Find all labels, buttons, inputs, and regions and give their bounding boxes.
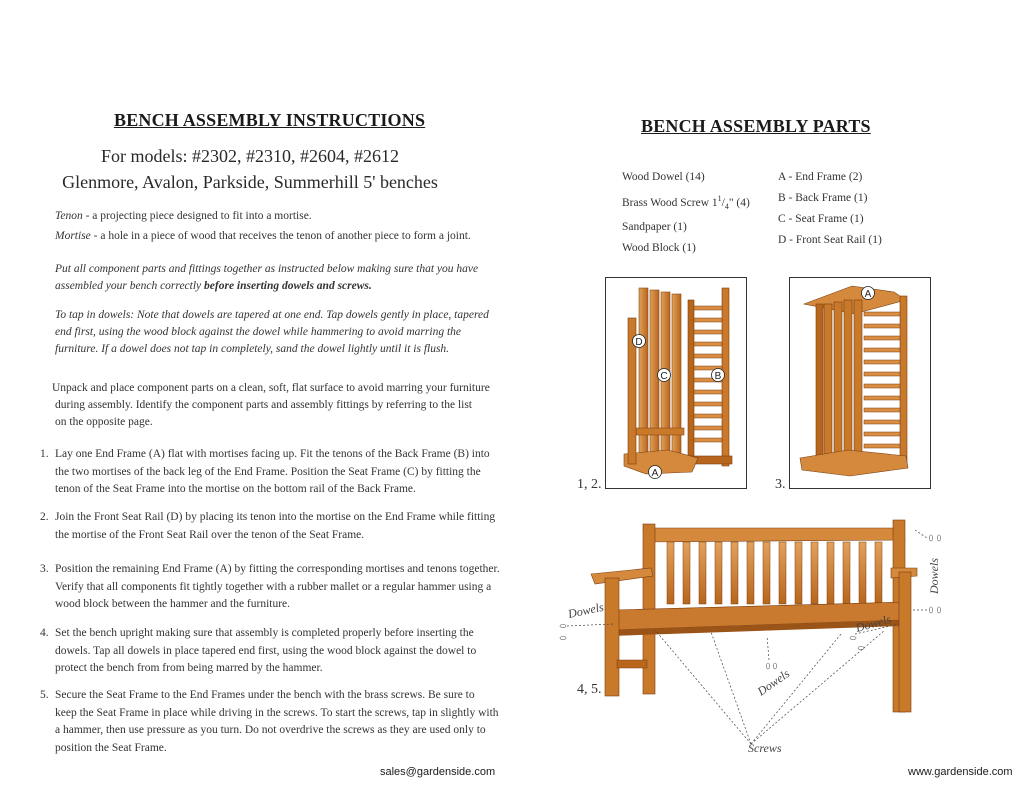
fittings-list (622, 167, 750, 259)
step-line: the two mortises of the back leg of the End Frame. Position the Seat Frame (C) by fitting the (55, 465, 481, 478)
svg-text:D: D (635, 337, 643, 348)
bench-top-rail (643, 528, 905, 542)
step-line: Position the remaining End Frame (A) by fitting the corresponding mortises and tenons together. (55, 563, 500, 575)
step-text (55, 687, 499, 757)
tenon-text: - a projecting piece designed to fit into a mortise. (82, 210, 312, 222)
step-line: Set the bench upright making sure that assembly is completed properly before inserting the (55, 627, 474, 639)
callout-a-top (862, 287, 875, 301)
callout-d (633, 335, 646, 349)
figure-2-illustration (790, 278, 930, 488)
footer-email[interactable]: sales@gardenside.com (380, 766, 496, 778)
unpack-line-1: Unpack and place component parts on a clean, soft, flat surface to avoid marring your furniture (52, 382, 490, 394)
dowels-label-seat: Dowels (854, 612, 893, 635)
step-line: Secure the Seat Frame to the End Frames under the bench with the brass screws. Be sure to (55, 689, 475, 701)
step-text (55, 446, 490, 499)
right-front-leg (899, 572, 911, 712)
callout-a (649, 466, 662, 480)
callout-b (712, 369, 725, 383)
step-line: the mortise of the Front Seat Rail over the tenon of the Seat Frame. (55, 528, 365, 541)
dowels-label-right: Dowels (927, 558, 941, 594)
callout-c (658, 369, 671, 383)
step-line: Join the Front Seat Rail (D) by placing its tenon into the mortise on the End Frame while fitting (55, 511, 496, 523)
definition-tenon (55, 208, 312, 225)
component-c: C - Seat Frame (1) (778, 213, 864, 225)
put-line-2: assembled your bench correctly (55, 280, 205, 292)
step-line: position the Seat Frame. (55, 741, 167, 754)
definition-mortise (55, 228, 471, 245)
component-a: A - End Frame (2) (778, 171, 863, 183)
step-text (55, 625, 476, 678)
put-bold: before inserting dowels and screws. (204, 280, 372, 292)
step-number: 5. (40, 689, 49, 701)
step-line: Verify that all components fit tightly together with a rubber mallet or a regular hammer using a (55, 580, 492, 593)
step-line: tenon of the Seat Frame into the mortise on the bottom rail of the Back Frame. (55, 483, 416, 495)
left-front-leg (605, 578, 619, 696)
tap-line-2: end first, using the wood block against the dowel while hammering to avoid marring the (55, 326, 461, 338)
fitting-dowel: Wood Dowel (14) (622, 171, 705, 183)
step-text (55, 509, 495, 544)
put-line-1: Put all component parts and fittings together as instructed below making sure that you have (55, 263, 479, 275)
step-number: 4. (40, 627, 49, 639)
models-numbers: For models: #2302, #2310, #2604, #2612 (100, 146, 399, 166)
figure-3-illustration (555, 510, 975, 760)
tap-dowels-note (55, 307, 489, 358)
seat-slats (824, 300, 862, 464)
step-5 (40, 687, 500, 757)
dowels-label-left: Dowels (566, 599, 605, 621)
back-frame (686, 288, 732, 468)
step-text (55, 561, 500, 614)
tap-line-3: furniture. If a dowel does not tap in completely, sand the dowel lightly until it is flush. (55, 343, 450, 355)
step-1 (40, 446, 500, 499)
fitting-sandpaper: Sandpaper (1) (622, 221, 687, 234)
step-number: 2. (40, 511, 49, 523)
models-names: Glenmore, Avalon, Parkside, Summerhill 5' benches (62, 172, 438, 192)
step-number: 3. (40, 563, 49, 575)
put-together-note (55, 261, 478, 295)
step-line: Lay one End Frame (A) flat with mortises facing up. Fit the tenons of the Back Frame (B) into (55, 448, 490, 460)
unpack-line-2: during assembly. Identify the component parts and assembly fittings by referring to the list (55, 399, 472, 411)
step-line: dowels. Tap all dowels in place tapered end first, using the wood block against the dowel to (55, 644, 477, 657)
fitting-woodblock: Wood Block (1) (622, 242, 696, 255)
figure-1-frame (605, 277, 747, 489)
dowels-label-bottom: Dowels (754, 666, 793, 699)
tap-line-1: To tap in dowels: Note that dowels are tapered at one end. Tap dowels gently in place, tapered (55, 309, 489, 321)
mortise-text: - a hole in a piece of wood that receives the tenon of another piece to form a joint. (90, 230, 471, 242)
step-line: a hammer, then use pressure as you turn. Do not overdrive the screws as they are used only to (55, 724, 486, 736)
svg-text:B: B (714, 371, 722, 382)
step-line: keep the Seat Frame in place while driving in the screws. To start the screws, tap in slightly with (55, 706, 499, 719)
figure-2-label: 3. (775, 477, 786, 492)
screws-label: Screws (748, 741, 782, 755)
step-number: 1. (40, 448, 49, 460)
component-b: B - Back Frame (1) (778, 192, 868, 204)
fitting-screw: Brass Wood Screw $1^1/_4$" (4) (622, 194, 750, 212)
parts-title: BENCH ASSEMBLY PARTS (641, 116, 871, 136)
step-2 (40, 509, 500, 544)
figure-1-label: 1, 2. (577, 477, 602, 492)
step-3 (40, 561, 500, 614)
svg-text:C: C (660, 371, 668, 382)
svg-text:A: A (651, 468, 659, 479)
tenon-term: Tenon (55, 210, 83, 222)
mortise-term: Mortise (55, 230, 91, 242)
back-slats (864, 312, 900, 448)
instructions-title: BENCH ASSEMBLY INSTRUCTIONS (114, 110, 426, 130)
figure-2-frame (789, 277, 931, 489)
components-list (778, 167, 882, 251)
step-line: wood block between the hammer and the furniture. (55, 598, 291, 610)
step-4 (40, 625, 500, 678)
figure-3-label: 4, 5. (577, 682, 602, 697)
component-d: D - Front Seat Rail (1) (778, 234, 882, 246)
bench-back-slats (667, 542, 882, 604)
figure-1-illustration (606, 278, 746, 488)
footer-website[interactable]: www.gardenside.com (908, 766, 1013, 778)
unpack-paragraph (52, 380, 490, 431)
unpack-line-3: on the opposite page. (55, 416, 153, 428)
svg-text:A: A (864, 289, 872, 300)
step-line: protect the bench from from being marred by the hammer. (55, 662, 323, 674)
